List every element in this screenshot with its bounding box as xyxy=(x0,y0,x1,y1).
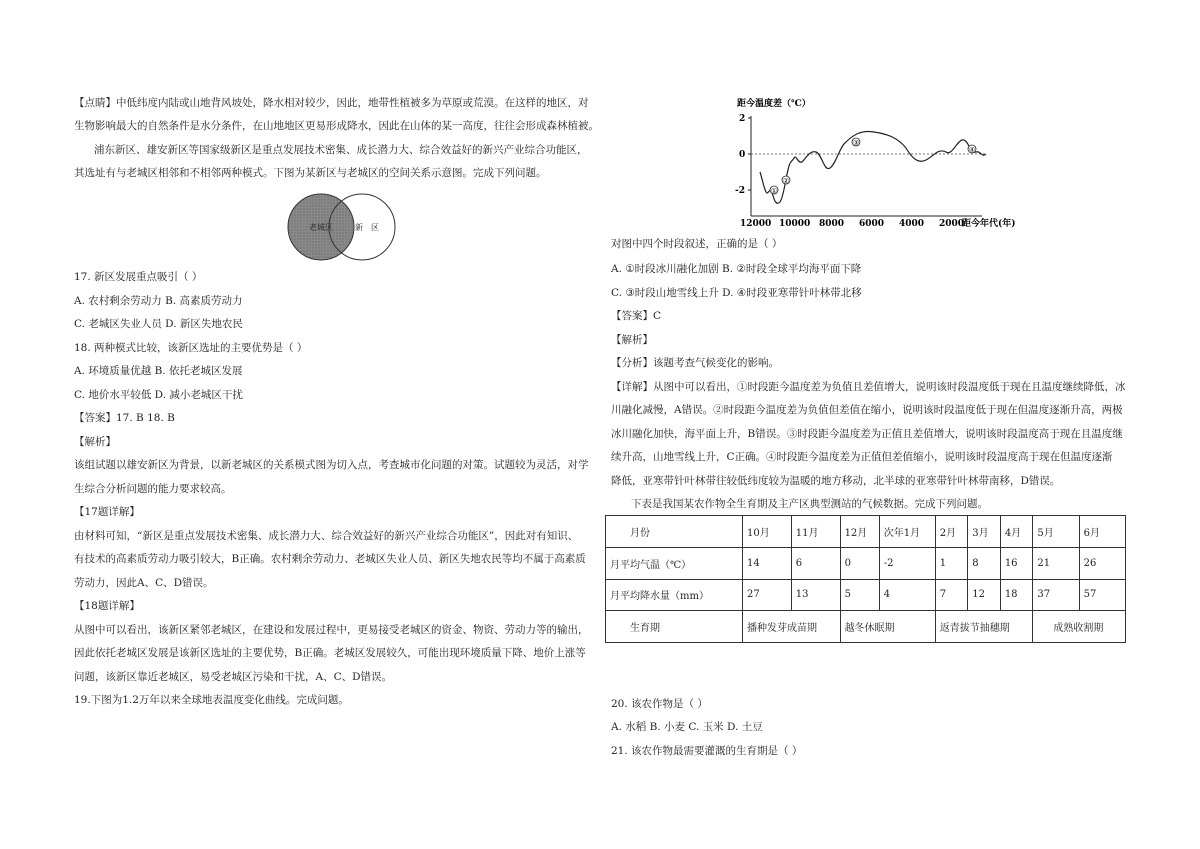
text-line: 问题，该新区靠近老城区，易受老城区污染和干扰，A、C、D错误。 xyxy=(74,671,393,683)
table-cell: 返青拔节抽穗期 xyxy=(935,611,1033,643)
table-cell: 21 xyxy=(1033,547,1079,579)
question-19-stem: 对图中四个时段叙述，正确的是（ ） xyxy=(611,238,783,250)
analysis-heading: 【解析】 xyxy=(611,334,653,346)
x-tick-label: 8000 xyxy=(819,219,845,229)
y-tick-label: 2 xyxy=(739,114,746,124)
question-19: 19.下图为1.2万年以来全球地表温度变化曲线。完成问题。 xyxy=(74,694,349,706)
answer-line: 【答案】17. B 18. B xyxy=(74,412,175,424)
table-cell: -2 xyxy=(879,547,935,579)
table-cell: 6 xyxy=(791,547,840,579)
text-line: 由材料可知，“新区是重点发展技术密集、成长潜力大、综合效益好的新兴产业综合功能区”，因此对有知识、 xyxy=(74,530,579,542)
detail-line: 续升高，山地雪线上升，C正确。④时段距今温度差为正值但差值缩小，说明该时段温度高于现在但温度逐渐 xyxy=(611,451,1113,463)
text-line: 劳动力，因此A、C、D错误。 xyxy=(74,577,214,589)
chart-y-title: 距今温度差（℃） xyxy=(737,99,811,109)
question-18: 18. 两种模式比较，该新区选址的主要优势是（ ） xyxy=(74,342,308,354)
x-tick-label: 4000 xyxy=(899,219,925,229)
text-line: 因此依托老城区发展是该新区选址的主要优势，B正确。老城区发展较久，可能出现环境质量下降、地价上涨等 xyxy=(74,647,586,659)
table-cell: 12月 xyxy=(840,516,879,548)
text-line: 浦东新区、雄安新区等国家级新区是重点发展技术密集、成长潜力大、综合效益好的新兴产业综合功能区， xyxy=(94,144,588,156)
text-line: 其选址有与老城区相邻和不相邻两种模式。下图为某新区与老城区的空间关系示意图。完成下列问题。 xyxy=(74,167,547,179)
table-cell: 越冬休眠期 xyxy=(840,611,935,643)
text-line: 【点睛】中低纬度内陆或山地背风坡处，降水相对较少，因此，地带性植被多为草原或荒漠。在这样的地区，对 xyxy=(74,97,589,109)
table-cell: 16 xyxy=(1000,547,1033,579)
table-row xyxy=(606,579,1126,611)
temperature-chart xyxy=(732,96,1032,232)
table-cell: 成熟收割期 xyxy=(1033,611,1126,643)
text-line: 生综合分析问题的能力要求较高。 xyxy=(74,483,232,495)
table-cell: 26 xyxy=(1079,547,1125,579)
table-cell: 次年1月 xyxy=(879,516,935,548)
option-line: C. 地价水平较低 D. 减小老城区干扰 xyxy=(74,389,243,401)
temperature-curve xyxy=(760,131,986,203)
table-cell: 2月 xyxy=(935,516,968,548)
point-3-label: ③ xyxy=(852,139,860,147)
y-tick-label: -2 xyxy=(735,186,745,196)
table-cell: 1 xyxy=(935,547,968,579)
table-cell: 37 xyxy=(1033,579,1079,611)
text-line: 有技术的高素质劳动力吸引较大，B正确。农村剩余劳动力、老城区失业人员、新区失地农民等均不属于高素质 xyxy=(74,553,586,565)
new-area-label: 新 区 xyxy=(355,223,379,232)
table-cell: 5 xyxy=(840,579,879,611)
table-row xyxy=(606,547,1126,579)
option-line: C. ③时段山地雪线上升 D. ④时段亚寒带针叶林带北移 xyxy=(611,287,862,299)
question-21: 21. 该农作物最需要灌溉的生育期是（ ） xyxy=(611,745,803,757)
detail-line: 降低，亚寒带针叶林带往较低纬度较为温暖的地方移动，北半球的亚寒带针叶林带南移，D错误。 xyxy=(611,475,1061,487)
table-cell: 18 xyxy=(1000,579,1033,611)
question-20: 20. 该农作物是（ ） xyxy=(611,698,708,710)
table-cell: 4 xyxy=(879,579,935,611)
detail-heading-17: 【17题详解】 xyxy=(74,506,140,518)
table-cell: 12 xyxy=(968,579,1001,611)
table-cell: 10月 xyxy=(743,516,792,548)
x-tick-label: 2000 xyxy=(939,219,965,229)
table-cell: 5月 xyxy=(1033,516,1079,548)
x-tick-label: 12000 xyxy=(740,219,772,229)
table-cell: 27 xyxy=(743,579,792,611)
option-line: C. 老城区失业人员 D. 新区失地农民 xyxy=(74,318,243,330)
table-cell: 0 xyxy=(840,547,879,579)
climate-table xyxy=(605,515,1126,643)
table-row xyxy=(606,611,1126,643)
point-2-label: ② xyxy=(782,177,790,185)
detail-line: 冰川融化加快，海平面上升，B错误。③时段距今温度差为正值且差值增大，说明该时段温度高于现在且温度继 xyxy=(611,428,1123,440)
point-1-label: ① xyxy=(770,187,778,195)
old-city-label: 老城区 xyxy=(309,223,333,232)
analysis-heading: 【解析】 xyxy=(74,436,116,448)
table-cell: 月平均气温（℃） xyxy=(606,547,743,579)
text-line: 从图中可以看出，该新区紧邻老城区，在建设和发展过程中，更易接受老城区的资金、物资、劳动力等的输出， xyxy=(74,624,589,636)
detail-line: 【详解】从图中可以看出，①时段距今温度差为负值且差值增大，说明该时段温度低于现在且温度继续降低，冰 xyxy=(611,381,1126,393)
table-cell: 57 xyxy=(1079,579,1125,611)
table-cell: 7 xyxy=(935,579,968,611)
text-line: 生物影响最大的自然条件是水分条件，在山地地区更易形成降水，因此在山体的某一高度，往往会形成森林植被。 xyxy=(74,120,599,132)
option-line: A. 水稻 B. 小麦 C. 玉米 D. 土豆 xyxy=(611,721,763,733)
table-cell: 月平均降水量（mm） xyxy=(606,579,743,611)
text-line: 该组试题以雄安新区为背景，以新老城区的关系模式图为切入点，考查城市化问题的对策。试题较为灵活，对学 xyxy=(74,459,589,471)
table-cell: 14 xyxy=(743,547,792,579)
table-cell: 8 xyxy=(968,547,1001,579)
table-cell: 11月 xyxy=(791,516,840,548)
table-cell: 月份 xyxy=(606,516,743,548)
detail-heading-18: 【18题详解】 xyxy=(74,600,140,612)
table-cell: 6月 xyxy=(1079,516,1125,548)
option-line: A. 农村剩余劳动力 B. 高素质劳动力 xyxy=(74,295,243,307)
table-cell: 3月 xyxy=(968,516,1001,548)
table-row xyxy=(606,516,1126,548)
table-cell: 生育期 xyxy=(606,611,743,643)
answer-line: 【答案】C xyxy=(611,310,662,322)
chart-x-title: 距今年代(年) xyxy=(962,219,1016,229)
y-tick-label: 0 xyxy=(739,150,746,160)
table-cell: 4月 xyxy=(1000,516,1033,548)
venn-diagram xyxy=(285,193,401,263)
table-cell: 13 xyxy=(791,579,840,611)
x-tick-label: 6000 xyxy=(859,219,885,229)
analysis-line: 【分析】该题考查气候变化的影响。 xyxy=(611,357,779,369)
table-intro: 下表是我国某农作物全生育期及主产区典型测站的气候数据。完成下列问题。 xyxy=(631,498,988,510)
point-4-label: ④ xyxy=(968,146,976,154)
option-line: A. 环境质量优越 B. 依托老城区发展 xyxy=(74,365,243,377)
detail-line: 川融化减慢，A错误。②时段距今温度差为负值但差值在缩小，说明该时段温度低于现在但温度逐渐升高，两极 xyxy=(611,404,1123,416)
table-cell: 播种发芽成苗期 xyxy=(743,611,841,643)
x-tick-label: 10000 xyxy=(779,219,811,229)
option-line: A. ①时段冰川融化加剧 B. ②时段全球平均海平面下降 xyxy=(611,263,862,275)
question-17: 17. 新区发展重点吸引（ ） xyxy=(74,271,203,283)
